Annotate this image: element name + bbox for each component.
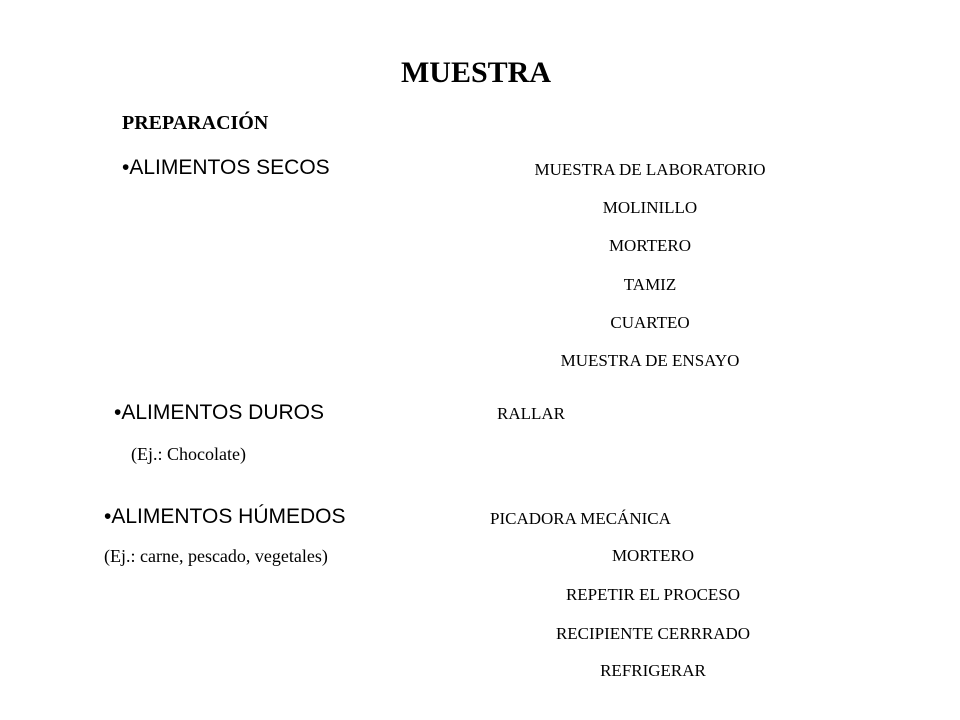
dry-step: TAMIZ (623, 275, 677, 294)
hard-step: RALLAR (497, 404, 565, 423)
category-wet-foods: •ALIMENTOS HÚMEDOS (104, 505, 346, 528)
wet-step: MORTERO (611, 546, 695, 565)
wet-step: PICADORA MECÁNICA (490, 509, 671, 528)
section-heading: PREPARACIÓN (122, 112, 269, 134)
page-title: MUESTRA (400, 56, 551, 89)
dry-step: CUARTEO (610, 313, 690, 332)
hard-foods-example: (Ej.: Chocolate) (131, 444, 246, 464)
wet-step: RECIPIENTE CERRRADO (555, 624, 751, 643)
dry-step: MORTERO (608, 236, 692, 255)
wet-step: REFRIGERAR (600, 661, 706, 680)
dry-step: MUESTRA DE LABORATORIO (534, 160, 766, 179)
dry-step: MUESTRA DE ENSAYO (560, 351, 740, 370)
dry-step: MOLINILLO (602, 198, 698, 217)
wet-step: REPETIR EL PROCESO (565, 585, 741, 604)
wet-foods-example: (Ej.: carne, pescado, vegetales) (104, 546, 328, 566)
category-dry-foods: •ALIMENTOS SECOS (122, 156, 330, 179)
category-hard-foods: •ALIMENTOS DUROS (114, 401, 324, 424)
